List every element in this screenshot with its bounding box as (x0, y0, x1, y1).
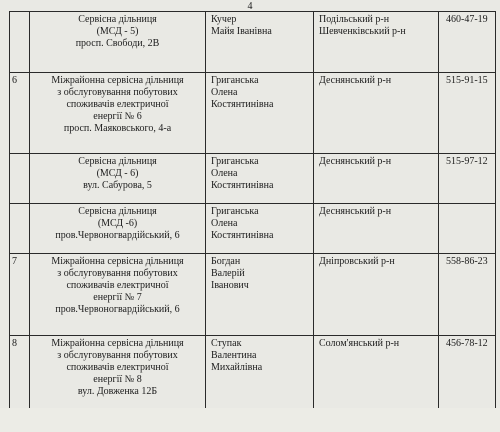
site-name-line: споживачів електричної (66, 280, 169, 291)
head-person-line: Костянтинівна (211, 99, 274, 110)
site-name-cell (30, 154, 206, 204)
head-person-line: Григанська (211, 75, 259, 86)
head-person-line: Ступак (211, 338, 242, 349)
site-name-line: енергії № 8 (93, 374, 142, 385)
district-line: Солом'янський р-н (319, 338, 400, 349)
row-number (10, 154, 30, 204)
site-name-cell (30, 254, 206, 336)
head-person-cell (206, 336, 314, 416)
phone-number: 456-78-12 (439, 336, 496, 416)
page-bottom (0, 408, 500, 432)
row-number (10, 12, 30, 73)
site-name-line: енергії № 6 (93, 111, 142, 122)
site-name-line: Сервісна дільниця (78, 14, 157, 25)
district-line: Деснянський р-н (319, 75, 392, 86)
site-name-cell (30, 336, 206, 416)
head-person-line: Майя Іванівна (211, 26, 272, 37)
site-name-line: (МСД - 5) (96, 26, 139, 37)
site-name-line: Сервісна дільниця (78, 156, 157, 167)
district-line: Дніпровський р-н (319, 256, 395, 267)
site-name-line: просп. Маяковського, 4-а (63, 123, 172, 134)
district-cell (314, 12, 439, 73)
site-name-cell (30, 204, 206, 254)
head-person-line: Григанська (211, 156, 259, 167)
head-person-cell (206, 204, 314, 254)
site-name-line: Міжрайонна сервісна дільниця (51, 75, 184, 86)
head-person-line: Валентина (211, 350, 257, 361)
head-person-line: Кучер (211, 14, 237, 25)
table-row (10, 336, 496, 416)
table-row (10, 73, 496, 154)
site-name-line: (МСД -6) (97, 218, 138, 229)
site-name-line: споживачів електричної (66, 362, 169, 373)
table-row (10, 204, 496, 254)
district-line: Подільський р-н (319, 14, 390, 25)
site-name-line: (МСД - 6) (96, 168, 139, 179)
district-line: Деснянський р-н (319, 206, 392, 217)
district-cell (314, 254, 439, 336)
page-number: 4 (247, 1, 253, 12)
district-cell (314, 73, 439, 154)
phone-number: 515-97-12 (439, 154, 496, 204)
head-person-cell (206, 254, 314, 336)
head-person-line: Костянтинівна (211, 230, 274, 241)
row-number: 8 (10, 336, 30, 416)
head-person-line: Олена (211, 218, 238, 229)
district-cell (314, 336, 439, 416)
district-line: Шевченківський р-н (319, 26, 406, 37)
district-cell (314, 204, 439, 254)
head-person-line: Валерій (211, 268, 245, 279)
phone-number: 558-86-23 (439, 254, 496, 336)
site-name-cell (30, 12, 206, 73)
site-name-line: вул. Сабурова, 5 (83, 180, 152, 191)
site-name-line: Міжрайонна сервісна дільниця (51, 256, 184, 267)
table-row (10, 154, 496, 204)
district-line: Деснянський р-н (319, 156, 392, 167)
head-person-line: Іванович (211, 280, 249, 291)
head-person-cell (206, 12, 314, 73)
head-person-cell (206, 154, 314, 204)
head-person-line: Костянтинівна (211, 180, 274, 191)
head-person-cell (206, 73, 314, 154)
site-name-line: Міжрайонна сервісна дільниця (51, 338, 184, 349)
site-name-line: з обслуговування побутових (57, 87, 178, 98)
row-number: 7 (10, 254, 30, 336)
site-name-line: Сервісна дільниця (78, 206, 157, 217)
table-row (10, 12, 496, 73)
site-name-line: пров.Червоногвардійський, 6 (55, 304, 180, 315)
phone-number (439, 204, 496, 254)
phone-number: 460-47-19 (439, 12, 496, 73)
phone-number: 515-91-15 (439, 73, 496, 154)
head-person-line: Михайлівна (211, 362, 263, 373)
table-row (10, 254, 496, 336)
site-name-line: просп. Свободи, 2В (75, 38, 160, 49)
row-number: 6 (10, 73, 30, 154)
site-name-line: енергії № 7 (93, 292, 142, 303)
row-number (10, 204, 30, 254)
site-name-line: з обслуговування побутових (57, 268, 178, 279)
head-person-line: Богдан (211, 256, 241, 267)
site-name-cell (30, 73, 206, 154)
site-name-line: з обслуговування побутових (57, 350, 178, 361)
district-cell (314, 154, 439, 204)
head-person-line: Григанська (211, 206, 259, 217)
site-name-line: вул. Довженка 12Б (77, 386, 158, 397)
site-name-line: споживачів електричної (66, 99, 169, 110)
head-person-line: Олена (211, 168, 238, 179)
head-person-line: Олена (211, 87, 238, 98)
service-sites-table (9, 11, 496, 416)
site-name-line: пров.Червоногвардійський, 6 (55, 230, 180, 241)
